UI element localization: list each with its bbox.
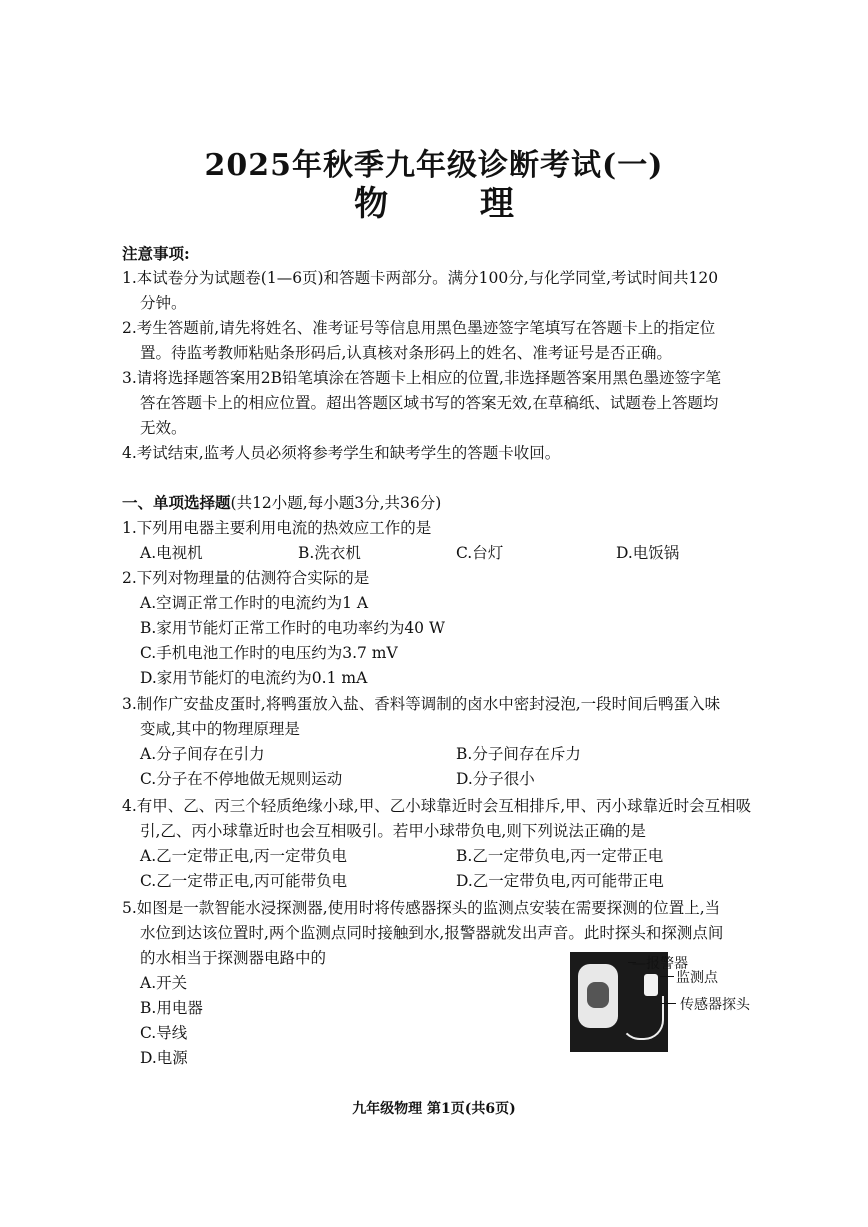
question-stem: 变咸,其中的物理原理是 <box>140 720 300 738</box>
note-line: 置。待监考教师粘贴条形码后,认真核对条形码上的姓名、准考证号是否正确。 <box>140 344 672 362</box>
section-note: (共12小题,每小题3分,共36分) <box>230 494 442 512</box>
notes-heading: 注意事项: <box>122 244 190 263</box>
option: B.家用节能灯正常工作时的电功率约为40 W <box>140 619 445 637</box>
question-stem: 水位到达该位置时,两个监测点同时接触到水,报警器就发出声音。此时探头和探测点间 <box>140 924 724 942</box>
option: A.开关 <box>140 974 188 992</box>
option: A.空调正常工作时的电流约为1 A <box>140 594 369 612</box>
question-stem: 引,乙、丙小球靠近时也会互相吸引。若甲小球带负电,则下列说法正确的是 <box>140 822 646 840</box>
note-line: 2.考生答题前,请先将姓名、准考证号等信息用黑色墨迹签字笔填写在答题卡上的指定位 <box>122 319 716 337</box>
note-line: 1.本试卷分为试题卷(1—6页)和答题卡两部分。满分100分,与化学同堂,考试时间共120 <box>122 269 719 287</box>
option: A.电视机 <box>140 544 203 562</box>
question-stem: 1.下列用电器主要利用电流的热效应工作的是 <box>122 519 432 537</box>
option: D.分子很小 <box>456 770 535 788</box>
question-stem: 2.下列对物理量的估测符合实际的是 <box>122 569 370 587</box>
question-stem: 4.有甲、乙、丙三个轻质绝缘小球,甲、乙小球靠近时会互相排斥,甲、丙小球靠近时会互相吸 <box>122 797 752 815</box>
option: D.乙一定带负电,丙可能带正电 <box>456 872 664 890</box>
section-heading <box>122 493 441 513</box>
figure-label: 监测点 <box>676 970 718 986</box>
figure-label: 传感器探头 <box>680 997 750 1013</box>
option: C.分子在不停地做无规则运动 <box>140 770 343 788</box>
option: B.乙一定带负电,丙一定带正电 <box>456 847 664 865</box>
option: D.电饭锅 <box>616 544 680 562</box>
option: C.手机电池工作时的电压约为3.7 mV <box>140 644 398 662</box>
option: A.乙一定带正电,丙一定带负电 <box>140 847 348 865</box>
note-line: 无效。 <box>140 419 187 437</box>
alarm-button <box>587 982 609 1008</box>
subject-title: 物 理 <box>354 184 554 224</box>
leader-line <box>662 1003 676 1004</box>
figure-label: —报警器 <box>632 956 688 972</box>
note-line: 4.考试结束,监考人员必须将参考学生和缺考学生的答题卡收回。 <box>122 444 561 462</box>
note-line: 答在答题卡上的相应位置。超出答题区域书写的答案无效,在草稿纸、试题卷上答题均 <box>140 394 719 412</box>
option: B.洗衣机 <box>298 544 361 562</box>
section-title: 一、单项选择题 <box>122 493 231 512</box>
question-stem: 的水相当于探测器电路中的 <box>140 949 327 967</box>
note-line: 3.请将选择题答案用2B铅笔填涂在答题卡上相应的位置,非选择题答案用黑色墨迹签字笔 <box>122 369 721 387</box>
option: B.分子间存在斥力 <box>456 745 581 763</box>
question-stem: 5.如图是一款智能水浸探测器,使用时将传感器探头的监测点安装在需要探测的位置上,当 <box>122 899 721 917</box>
cable <box>620 996 664 1040</box>
option: D.电源 <box>140 1049 188 1067</box>
option: B.用电器 <box>140 999 203 1017</box>
option: C.乙一定带正电,丙可能带负电 <box>140 872 348 890</box>
alarm-device <box>578 964 618 1028</box>
page-footer: 九年级物理 第1页(共6页) <box>352 1101 516 1117</box>
option: C.导线 <box>140 1024 188 1042</box>
note-line: 分钟。 <box>140 294 187 312</box>
exam-title: 2025年秋季九年级诊断考试(一) <box>204 148 664 183</box>
option: A.分子间存在引力 <box>140 745 265 763</box>
question-stem: 3.制作广安盐皮蛋时,将鸭蛋放入盐、香料等调制的卤水中密封浸泡,一段时间后鸭蛋入味 <box>122 695 721 713</box>
option: D.家用节能灯的电流约为0.1 mA <box>140 669 368 687</box>
leader-line <box>660 976 674 977</box>
option: C.台灯 <box>456 544 504 562</box>
sensor-probe <box>644 974 658 996</box>
